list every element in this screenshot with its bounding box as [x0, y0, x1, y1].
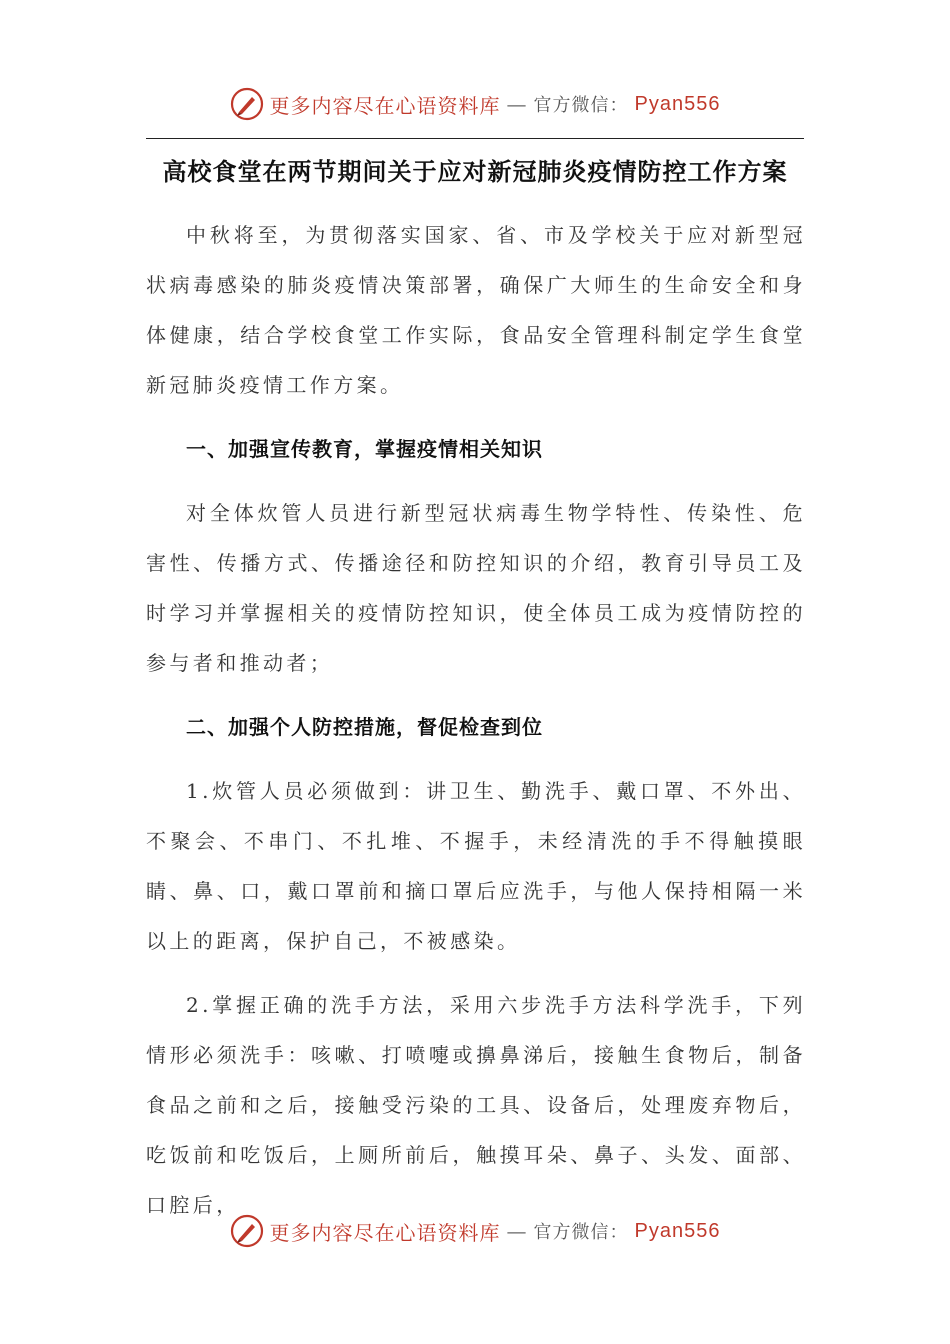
document-title: 高校食堂在两节期间关于应对新冠肺炎疫情防控工作方案: [162, 157, 788, 186]
footer-wechat-id: Pyan556: [634, 1219, 721, 1242]
paragraph-item-1: 1.炊管人员必须做到：讲卫生、勤洗手、戴口罩、不外出、不聚会、不串门、不扎堆、不握手，未经清洗的手不得触摸眼睛、鼻、口，戴口罩前和摘口罩后应洗手，与他人保持相隔一米以上的距离，保护自己，不被感染。: [146, 779, 806, 953]
document-body: [146, 210, 806, 1244]
header-banner: [0, 84, 950, 124]
pen-logo-icon: [230, 1214, 264, 1248]
paragraph-intro: 中秋将至，为贯彻落实国家、省、市及学校关于应对新型冠状病毒感染的肺炎疫情决策部署，确保广大师生的生命安全和身体健康，结合学校食堂工作实际，食品安全管理科制定学生食堂新冠肺炎疫情工作方案。: [146, 223, 806, 397]
banner-wechat-label: 官方微信：: [533, 95, 629, 116]
paragraph-item-2: 2.掌握正确的洗手方法，采用六步洗手方法科学洗手，下列情形必须洗手：咳嗽、打喷嚏或擤鼻涕后，接触生食物后，制备食品之前和之后，接触受污染的工具、设备后，处理废弃物后，吃饭前和吃饭后，上厕所前后，触摸耳朵、鼻子、头发、面部、口腔后，: [146, 993, 806, 1217]
banner-text: 更多内容尽在心语资料库: [269, 93, 501, 118]
section-heading-2: 二、加强个人防控措施，督促检查到位: [186, 715, 543, 739]
banner-dash: —: [506, 92, 528, 116]
footer-banner-dash: —: [506, 1219, 528, 1243]
paragraph-section-1: 对全体炊管人员进行新型冠状病毒生物学特性、传染性、危害性、传播方式、传播途径和防控知识的介绍，教育引导员工及时学习并掌握相关的疫情防控知识，使全体员工成为疫情防控的参与者和推动者；: [146, 501, 806, 675]
pen-logo-icon: [230, 87, 264, 121]
banner-wechat-id: Pyan556: [634, 92, 721, 115]
section-heading-1: 一、加强宣传教育，掌握疫情相关知识: [186, 437, 543, 461]
header-divider: [146, 138, 804, 139]
footer-banner: [0, 1211, 950, 1251]
footer-wechat-label: 官方微信：: [533, 1222, 629, 1243]
footer-banner-text: 更多内容尽在心语资料库: [269, 1220, 501, 1245]
